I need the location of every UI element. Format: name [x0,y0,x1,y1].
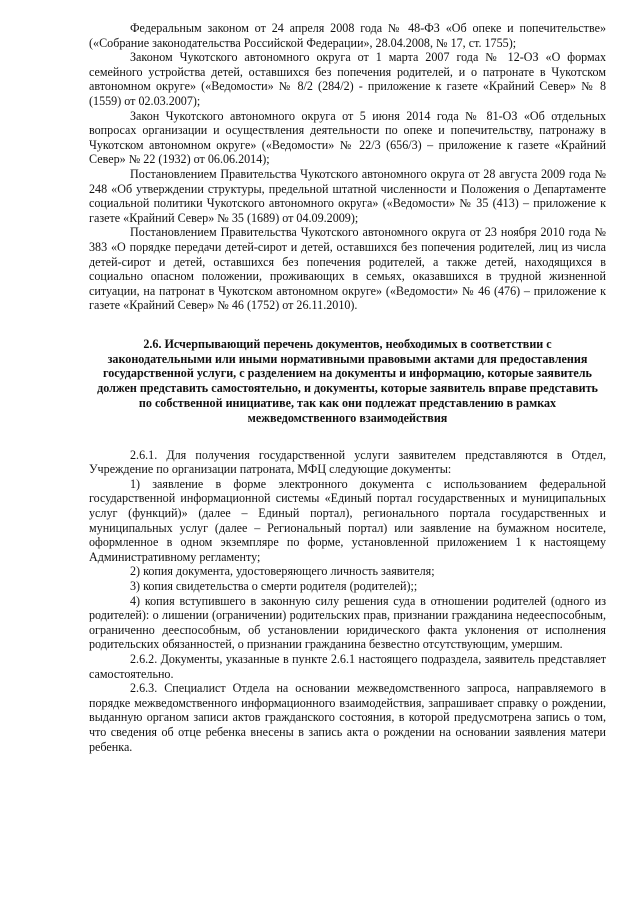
body-paragraph: 4) копия вступившего в законную силу решения суда в отношении родителей (одного из родителей): о лишении (ограничении) родительских прав, признании гражданина недееспособным, ограниченно дееспособным, об установлении юридического факта уклонения от исполнения родительских обязанностей, о признании гражданина безвестно отсутствующим, умершим. [89,593,606,652]
law-paragraph: Законом Чукотского автономного округа от 1 марта 2007 года № 12-ОЗ «О формах семейного устройства детей, оставшихся без попечения родителей, и о патронате в Чукотском автономном округе» («Ведомости» № 8/2 (284/2) - приложение к газете «Крайний Север» № 8 (1559) от 02.03.2007); [89,50,606,108]
body-paragraph: 2.6.1. Для получения государственной услуги заявителем представляются в Отдел, Учреждение по организации патроната, МФЦ следующие документы: [89,447,606,477]
law-paragraph: Постановлением Правительства Чукотского автономного округа от 28 августа 2009 года № 248 «Об утверждении структуры, предельной штатной численности и Положения о Департаменте социальной политики Чукотского автономного округа» («Ведомости» № 35 (413) – приложение к газете «Крайний Север» № 35 (1689) от 04.09.2009); [89,166,606,225]
body-paragraph: 2) копия документа, удостоверяющего личность заявителя; [130,564,435,579]
law-paragraph: Федеральным законом от 24 апреля 2008 года № 48-ФЗ «Об опеке и попечительстве» («Собрание законодательства Российской Федерации», 28.04.2008, № 17, ст. 1755); [89,21,606,50]
document-page [89,21,606,754]
body-paragraph: 1) заявление в форме электронного документа с использованием федеральной государственной информационной системы «Единый портал государственных и муниципальных услуг (функций)» (далее – Единый портал), регионального портала государственных и муниципальных услуг (далее – Региональный портал) или заявление на бумажном носителе, оформленное в одном экземпляре по форме, установленной приложением 1 к настоящему Административному регламенту; [89,476,606,564]
body-paragraph: 3) копия свидетельства о смерти родителя (родителей);; [130,579,418,593]
body-paragraph: 2.6.2. Документы, указанные в пункте 2.6.1 настоящего подраздела, заявитель представляет самостоятельно. [89,651,606,681]
body-paragraph: 2.6.3. Специалист Отдела на основании межведомственного запроса, направляемого в порядке межведомственного информационного взаимодействия, запрашивает справку о рождении, выданную органом записи актов гражданского состояния, в которой предусмотрена запись о том, что сведения об отце ребенка внесены в запись акта о рождении на основании заявления матери ребенка. [89,681,606,754]
section-heading: 2.6. Исчерпывающий перечень документов, необходимых в соответствии с законодательными или иными нормативными правовыми актами для предоставления государственной услуги, с разделением на документы и информацию, которые заявитель должен представить самостоятельно, и документы, которые заявитель вправе представить по собственной инициативе, так как они подлежат представлению в рамках межведомственного взаимодействия [97,336,598,425]
law-paragraph: Постановлением Правительства Чукотского автономного округа от 23 ноября 2010 года № 383 «О порядке передачи детей-сирот и детей, оставшихся без попечения родителей, лиц из числа детей-сирот и детей, оставшихся без попечения родителей, а также детей, находящихся в социально опасном положении, проживающих в семьях, оказавшихся в трудной жизненной ситуации, на патронат в Чукотском автономном округе» («Ведомости» № 46 (476) – приложение к газете «Крайний Север» № 46 (1752) от 26.11.2010). [89,225,606,313]
law-paragraph: Закон Чукотского автономного округа от 5 июня 2014 года № 81-ОЗ «Об отдельных вопросах организации и осуществления деятельности по опеке и попечительству, патронажу в Чукотском автономном округе» («Ведомости» № 22/3 (656/3) – приложение к газете «Крайний Север» № 22 (1932) от 06.06.2014); [89,108,606,167]
